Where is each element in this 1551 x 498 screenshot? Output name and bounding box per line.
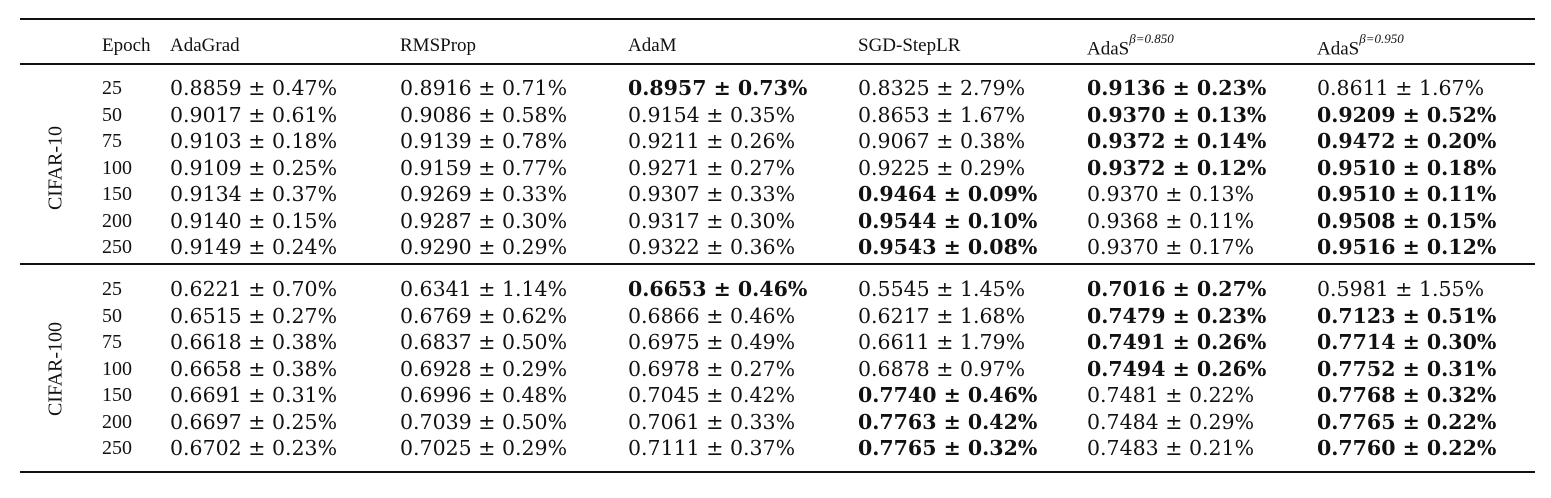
value-cell: 0.9225 ± 0.29% xyxy=(858,155,1026,180)
value-cell: 0.6702 ± 0.23% xyxy=(170,436,338,460)
value-cell: 0.9134 ± 0.37% xyxy=(170,182,338,206)
value-cell: 0.6691 ± 0.31% xyxy=(170,383,338,407)
bottom-rule xyxy=(20,471,1535,473)
header-adas-0950-base: AdaS xyxy=(1317,38,1360,60)
epoch-cell: 250 xyxy=(102,236,132,258)
value-cell: 0.6996 ± 0.48% xyxy=(400,383,568,407)
value-cell: 0.6515 ± 0.27% xyxy=(170,303,338,328)
value-cell: 0.7494 ± 0.26% xyxy=(1087,356,1267,381)
value-cell: 0.7763 ± 0.42% xyxy=(858,409,1038,434)
value-cell: 0.9372 ± 0.12% xyxy=(1087,155,1267,180)
value-cell: 0.9370 ± 0.13% xyxy=(1087,182,1255,206)
table-row xyxy=(20,128,1535,154)
value-cell: 0.7481 ± 0.22% xyxy=(1087,383,1255,407)
table-row xyxy=(20,382,1535,408)
value-cell: 0.9154 ± 0.35% xyxy=(628,102,796,127)
value-cell: 0.6769 ± 0.62% xyxy=(400,303,568,328)
value-cell: 0.9287 ± 0.30% xyxy=(400,208,568,233)
value-cell: 0.5981 ± 1.55% xyxy=(1317,277,1485,301)
value-cell: 0.9136 ± 0.23% xyxy=(1087,76,1267,100)
value-cell: 0.9317 ± 0.30% xyxy=(628,208,796,233)
epoch-cell: 250 xyxy=(102,437,132,459)
header-adam: AdaM xyxy=(628,35,677,56)
group-label-0: CIFAR-10 xyxy=(44,125,67,210)
value-cell: 0.7760 ± 0.22% xyxy=(1317,436,1497,460)
header-epoch: Epoch xyxy=(102,35,151,56)
value-cell: 0.6866 ± 0.46% xyxy=(628,303,796,328)
value-cell: 0.9159 ± 0.77% xyxy=(400,155,568,180)
value-cell: 0.6975 ± 0.49% xyxy=(628,330,796,354)
value-cell: 0.7025 ± 0.29% xyxy=(400,436,568,460)
value-cell: 0.9508 ± 0.15% xyxy=(1317,208,1497,233)
table-row xyxy=(20,409,1535,435)
value-cell: 0.7768 ± 0.32% xyxy=(1317,383,1497,407)
value-cell: 0.7016 ± 0.27% xyxy=(1087,277,1267,301)
epoch-cell: 150 xyxy=(102,183,132,205)
value-cell: 0.7479 ± 0.23% xyxy=(1087,303,1267,328)
value-cell: 0.7484 ± 0.29% xyxy=(1087,409,1255,434)
value-cell: 0.6697 ± 0.25% xyxy=(170,409,338,434)
value-cell: 0.8859 ± 0.47% xyxy=(170,76,338,100)
value-cell: 0.6618 ± 0.38% xyxy=(170,330,338,354)
epoch-cell: 25 xyxy=(102,278,122,300)
epoch-cell: 75 xyxy=(102,130,122,152)
value-cell: 0.9269 ± 0.33% xyxy=(400,182,568,206)
value-cell: 0.9307 ± 0.33% xyxy=(628,182,796,206)
value-cell: 0.9510 ± 0.18% xyxy=(1317,155,1497,180)
epoch-cell: 200 xyxy=(102,209,132,232)
value-cell: 0.7765 ± 0.32% xyxy=(858,436,1038,460)
header-adas-0950 xyxy=(1317,31,1404,60)
value-cell: 0.9140 ± 0.15% xyxy=(170,208,338,233)
value-cell: 0.9086 ± 0.58% xyxy=(400,102,568,127)
table-row xyxy=(20,435,1535,461)
value-cell: 0.9372 ± 0.14% xyxy=(1087,129,1267,153)
header-adas-0850 xyxy=(1087,31,1174,60)
results-table xyxy=(20,18,1535,473)
value-cell: 0.6653 ± 0.46% xyxy=(628,277,808,301)
value-cell: 0.7491 ± 0.26% xyxy=(1087,330,1267,354)
value-cell: 0.7039 ± 0.50% xyxy=(400,409,568,434)
group-label-1: CIFAR-100 xyxy=(44,321,67,416)
value-cell: 0.7483 ± 0.21% xyxy=(1087,436,1255,460)
value-cell: 0.8957 ± 0.73% xyxy=(628,76,808,100)
value-cell: 0.7752 ± 0.31% xyxy=(1317,356,1497,381)
value-cell: 0.7111 ± 0.37% xyxy=(628,436,796,460)
value-cell: 0.5545 ± 1.45% xyxy=(858,277,1026,301)
value-cell: 0.8611 ± 1.67% xyxy=(1317,76,1485,100)
table-row xyxy=(20,356,1535,382)
value-cell: 0.9271 ± 0.27% xyxy=(628,155,796,180)
value-cell: 0.7123 ± 0.51% xyxy=(1317,303,1497,328)
table-row xyxy=(20,75,1535,101)
value-cell: 0.6978 ± 0.27% xyxy=(628,356,796,381)
epoch-cell: 150 xyxy=(102,384,132,406)
value-cell: 0.9103 ± 0.18% xyxy=(170,129,338,153)
table-row xyxy=(20,276,1535,302)
value-cell: 0.7061 ± 0.33% xyxy=(628,409,796,434)
value-cell: 0.6928 ± 0.29% xyxy=(400,356,568,381)
group-separator-rule xyxy=(20,263,1535,265)
value-cell: 0.9067 ± 0.38% xyxy=(858,129,1026,153)
value-cell: 0.9544 ± 0.10% xyxy=(858,208,1038,233)
value-cell: 0.6611 ± 1.79% xyxy=(858,330,1026,354)
epoch-cell: 100 xyxy=(102,357,132,380)
value-cell: 0.9290 ± 0.29% xyxy=(400,235,568,259)
header-sgd-steplr: SGD-StepLR xyxy=(858,35,961,56)
header-adagrad: AdaGrad xyxy=(170,35,240,56)
value-cell: 0.9211 ± 0.26% xyxy=(628,129,796,153)
value-cell: 0.9368 ± 0.11% xyxy=(1087,208,1255,233)
value-cell: 0.9543 ± 0.08% xyxy=(858,235,1038,259)
value-cell: 0.9370 ± 0.17% xyxy=(1087,235,1255,259)
table-row xyxy=(20,329,1535,355)
table-row xyxy=(20,303,1535,329)
epoch-cell: 100 xyxy=(102,156,132,179)
value-cell: 0.9472 ± 0.20% xyxy=(1317,129,1497,153)
value-cell: 0.9139 ± 0.78% xyxy=(400,129,568,153)
value-cell: 0.9209 ± 0.52% xyxy=(1317,102,1497,127)
value-cell: 0.9109 ± 0.25% xyxy=(170,155,338,180)
header-rmsprop: RMSProp xyxy=(400,35,477,56)
value-cell: 0.9149 ± 0.24% xyxy=(170,235,338,259)
header-adas-0950-beta: β=0.950 xyxy=(1359,31,1404,46)
epoch-cell: 75 xyxy=(102,331,122,353)
value-cell: 0.9516 ± 0.12% xyxy=(1317,235,1497,259)
value-cell: 0.6217 ± 1.68% xyxy=(858,303,1026,328)
value-cell: 0.7045 ± 0.42% xyxy=(628,383,796,407)
header-adas-0850-base: AdaS xyxy=(1087,38,1130,60)
table-row xyxy=(20,102,1535,128)
value-cell: 0.6837 ± 0.50% xyxy=(400,330,568,354)
value-cell: 0.8916 ± 0.71% xyxy=(400,76,568,100)
value-cell: 0.7714 ± 0.30% xyxy=(1317,330,1497,354)
epoch-cell: 25 xyxy=(102,77,122,99)
value-cell: 0.9322 ± 0.36% xyxy=(628,235,796,259)
epoch-cell: 50 xyxy=(102,304,122,327)
value-cell: 0.8653 ± 1.67% xyxy=(858,102,1026,127)
value-cell: 0.8325 ± 2.79% xyxy=(858,76,1026,100)
value-cell: 0.6221 ± 0.70% xyxy=(170,277,338,301)
value-cell: 0.7740 ± 0.46% xyxy=(858,383,1038,407)
epoch-cell: 200 xyxy=(102,410,132,433)
epoch-cell: 50 xyxy=(102,103,122,126)
value-cell: 0.6341 ± 1.14% xyxy=(400,277,568,301)
value-cell: 0.9464 ± 0.09% xyxy=(858,182,1038,206)
table-row xyxy=(20,208,1535,234)
table-row xyxy=(20,155,1535,181)
header-adas-0850-beta: β=0.850 xyxy=(1129,31,1174,46)
value-cell: 0.9017 ± 0.61% xyxy=(170,102,338,127)
table-row xyxy=(20,234,1535,260)
value-cell: 0.9370 ± 0.13% xyxy=(1087,102,1267,127)
value-cell: 0.9510 ± 0.11% xyxy=(1317,182,1497,206)
header-rule xyxy=(20,63,1535,65)
value-cell: 0.6878 ± 0.97% xyxy=(858,356,1026,381)
value-cell: 0.7765 ± 0.22% xyxy=(1317,409,1497,434)
table-row xyxy=(20,181,1535,207)
value-cell: 0.6658 ± 0.38% xyxy=(170,356,338,381)
top-rule xyxy=(20,18,1535,20)
